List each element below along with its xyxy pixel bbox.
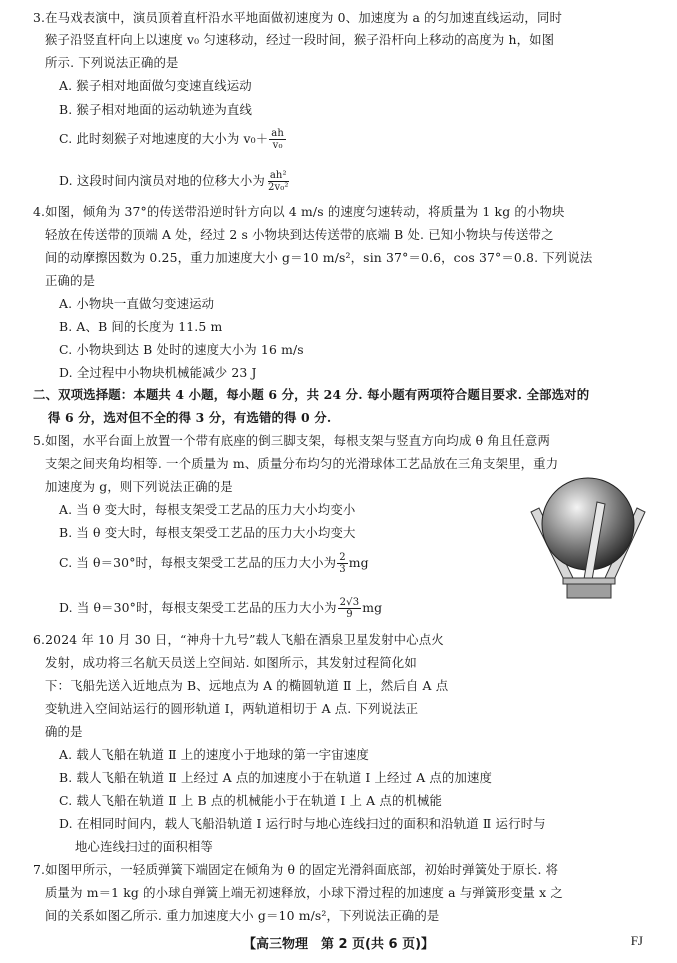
- q5-option-c-fraction: [337, 552, 348, 575]
- q3-stem-line2: 猴子沿竖直杆向上以速度 v₀ 匀速移动，经过一段时间，猴子沿杆向上移动的高度为 h，如图: [45, 32, 555, 47]
- fraction-denominator: 9: [346, 609, 353, 620]
- q6-option-c: C. 载人飞船在轨道 Ⅱ 上 B 点的机械能小于在轨道 Ⅰ 上 A 点的机械能: [59, 793, 443, 808]
- q5-option-d-fraction: [338, 597, 362, 620]
- q4-option-c: C. 小物块到达 B 处时的速度大小为 16 m/s: [59, 342, 304, 357]
- q6-stem-line5: 确的是: [45, 724, 83, 739]
- q4-option-d: D. 全过程中小物块机械能减少 23 J: [59, 365, 257, 380]
- fraction-denominator: v₀: [272, 140, 283, 151]
- q5-stem-line3: 加速度为 g，则下列说法正确的是: [45, 479, 233, 494]
- q4-stem-line4: 正确的是: [45, 273, 96, 288]
- q7-stem-line3: 间的关系如图乙所示. 重力加速度大小 g＝10 m/s²，下列说法正确的是: [45, 908, 440, 923]
- fraction-denominator: 2v₀²: [267, 182, 289, 193]
- q5-stem-line2: 支架之间夹角均相等. 一个质量为 m、质量分布均匀的光滑球体工艺品放在三角支架里，重力: [45, 456, 559, 471]
- q3-option-d-fraction: [266, 170, 291, 193]
- page-footer: [0, 933, 677, 953]
- q6-option-b: B. 载人飞船在轨道 Ⅱ 上经过 A 点的加速度小于在轨道 Ⅰ 上经过 A 点的加速度: [59, 770, 493, 785]
- footer-page-info: 【高三物理 第 2 页(共 6 页)】: [242, 937, 435, 952]
- q3-option-b: B. 猴子相对地面的运动轨迹为直线: [59, 102, 253, 117]
- q6-option-d-line1: D. 在相同时间内，载人飞船沿轨道 Ⅰ 运行时与地心连线扫过的面积和沿轨道 Ⅱ 运行时与: [59, 816, 546, 831]
- tripod-sphere-figure: [525, 476, 655, 606]
- q3-stem-line3: 所示. 下列说法正确的是: [45, 55, 179, 70]
- section2-heading-line2: 得 6 分，选对但不全的得 3 分，有选错的得 0 分.: [48, 410, 332, 425]
- q4-option-a: A. 小物块一直做匀变速运动: [59, 296, 215, 311]
- q5-option-a: A. 当 θ 变大时，每根支架受工艺品的压力大小均变小: [59, 502, 356, 517]
- stand-base: [567, 584, 611, 598]
- q3-option-c: [59, 128, 287, 151]
- q4-option-b: B. A、B 间的长度为 11.5 m: [59, 319, 223, 334]
- q6-option-a: A. 载人飞船在轨道 Ⅱ 上的速度小于地球的第一宇宙速度: [59, 747, 369, 762]
- q7-stem-line2: 质量为 m＝1 kg 的小球自弹簧上端无初速释放，小球下滑过程的加速度 a 与弹簧形变量 x 之: [45, 885, 563, 900]
- q5-option-c: [59, 552, 369, 575]
- q6-stem-line4: 变轨进入空间站运行的圆形轨道 Ⅰ，两轨道相切于 A 点. 下列说法正: [45, 701, 419, 716]
- fraction-denominator: 3: [339, 564, 346, 575]
- q5-option-c-unit: mg: [348, 555, 369, 570]
- stand-hub: [563, 578, 615, 584]
- q5-option-c-text: C. 当 θ＝30°时，每根支架受工艺品的压力大小为: [59, 555, 337, 570]
- q3-option-a: A. 猴子相对地面做匀变速直线运动: [59, 78, 252, 93]
- footer-code: FJ: [630, 933, 643, 948]
- q6-stem-line3: 下：飞船先送入近地点为 B、远地点为 A 的椭圆轨道 Ⅱ 上，然后自 A 点: [45, 678, 449, 693]
- fraction-numerator: 2√3: [339, 597, 360, 608]
- q3-option-c-fraction: [269, 128, 286, 151]
- q5-option-d-text: D. 当 θ＝30°时，每根支架受工艺品的压力大小为: [59, 600, 337, 615]
- fraction-numerator: ah²: [269, 170, 287, 181]
- fraction-numerator: ah: [271, 128, 284, 139]
- q3-option-c-text: C. 此时刻猴子对地速度的大小为 v₀＋: [59, 131, 269, 146]
- section2-heading-line1: 二、双项选择题：本题共 4 小题，每小题 6 分，共 24 分. 每小题有两项符合题目要求. 全部选对的: [33, 387, 590, 402]
- q6-option-d-line2: 地心连线扫过的面积相等: [75, 839, 213, 854]
- q4-stem-line3: 间的动摩擦因数为 0.25，重力加速度大小 g＝10 m/s²，sin 37°＝0.6，cos 37°＝0.8. 下列说法: [45, 250, 593, 265]
- q5-option-d: [59, 597, 382, 620]
- q3-option-d-text: D. 这段时间内演员对地的位移大小为: [59, 173, 265, 188]
- q6-stem-line1: 6.2024 年 10 月 30 日，“神舟十九号”载人飞船在酒泉卫星发射中心点火: [33, 632, 444, 647]
- q7-stem-line1: 7.如图甲所示，一轻质弹簧下端固定在倾角为 θ 的固定光滑斜面底部，初始时弹簧处于原长. 将: [33, 862, 559, 877]
- q6-stem-line2: 发射，成功将三名航天员送上空间站. 如图所示，其发射过程简化如: [45, 655, 417, 670]
- q5-option-d-unit: mg: [362, 600, 383, 615]
- tripod-sphere-diagram: [525, 476, 655, 606]
- q4-stem-line2: 轻放在传送带的顶端 A 处，经过 2 s 小物块到达传送带的底端 B 处. 已知小物块与传送带之: [45, 227, 554, 242]
- q3-option-d: [59, 170, 292, 193]
- fraction-numerator: 2: [339, 552, 346, 563]
- q5-option-b: B. 当 θ 变大时，每根支架受工艺品的压力大小均变大: [59, 525, 356, 540]
- q4-stem-line1: 4.如图，倾角为 37°的传送带沿逆时针方向以 4 m/s 的速度匀速转动，将质量为 1 kg 的小物块: [33, 204, 565, 219]
- q5-stem-line1: 5.如图，水平台面上放置一个带有底座的倒三脚支架，每根支架与竖直方向均成 θ 角且任意两: [33, 433, 550, 448]
- q3-stem-line1: 3.在马戏表演中，演员顶着直杆沿水平地面做初速度为 0、加速度为 a 的匀加速直线运动，同时: [33, 10, 563, 25]
